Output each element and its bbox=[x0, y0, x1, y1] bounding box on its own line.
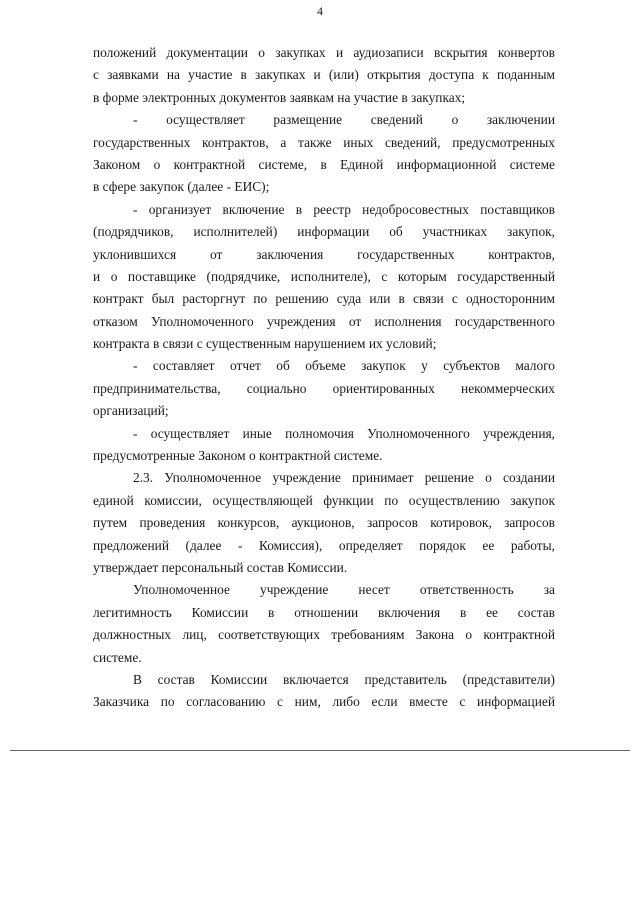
text-line: - организует включение в реестр недобросовестных поставщиков bbox=[133, 201, 555, 217]
document-body bbox=[93, 42, 555, 714]
text-line: 2.3. Уполномоченное учреждение принимает решение о создании bbox=[133, 470, 555, 486]
text-line: (подрядчиков, исполнителей) информации об участниках закупок, bbox=[93, 224, 555, 240]
text-line: предложений (далее - Комиссия), определяет порядок ее работы, bbox=[93, 537, 555, 553]
text-line: легитимность Комиссии в отношении включения в ее состав bbox=[93, 604, 555, 620]
text-line: отказом Уполномоченного учреждения от исполнения государственного bbox=[93, 313, 555, 329]
text-line: должностных лиц, соответствующих требованиям Закона о контрактной bbox=[93, 627, 555, 643]
text-line: уклонившихся от заключения государственных контрактов, bbox=[93, 246, 555, 262]
paragraph bbox=[93, 109, 555, 199]
text-line: утверждает персональный состав Комиссии. bbox=[93, 559, 348, 575]
text-line: в форме электронных документов заявкам на участие в закупках; bbox=[93, 89, 466, 105]
text-line: В состав Комиссии включается представитель (представители) bbox=[133, 671, 555, 687]
page-number: 4 bbox=[317, 4, 323, 18]
paragraph bbox=[93, 579, 555, 669]
page-divider bbox=[10, 750, 630, 751]
text-line: Заказчика по согласованию с ним, либо если вместе с информацией bbox=[93, 694, 555, 710]
text-line: - осуществляет размещение сведений о заключении bbox=[133, 112, 555, 128]
text-line: - составляет отчет об объеме закупок у субъектов малого bbox=[133, 358, 555, 374]
text-line: предпринимательства, социально ориентированных некоммерческих bbox=[93, 380, 555, 396]
paragraph bbox=[93, 467, 555, 579]
text-line: Законом о контрактной системе, в Единой информационной системе bbox=[93, 156, 555, 172]
text-line: системе. bbox=[93, 649, 142, 665]
text-line: с заявками на участие в закупках и (или) открытия доступа к поданным bbox=[93, 67, 555, 83]
text-line: и о поставщике (подрядчике, исполнителе), с которым государственный bbox=[93, 268, 555, 284]
paragraph bbox=[93, 669, 555, 714]
text-line: организаций; bbox=[93, 403, 169, 419]
text-line: единой комиссии, осуществляющей функции по осуществлению закупок bbox=[93, 492, 555, 508]
text-line: - осуществляет иные полномочия Уполномоченного учреждения, bbox=[133, 425, 555, 441]
paragraph bbox=[93, 199, 555, 356]
text-line: положений документации о закупках и аудиозаписи вскрытия конвертов bbox=[93, 45, 555, 60]
text-line: контракта в связи с существенным нарушением их условий; bbox=[93, 336, 437, 352]
paragraph bbox=[93, 42, 555, 109]
text-line: в сфере закупок (далее - ЕИС); bbox=[93, 179, 270, 195]
text-line: контракт был расторгнут по решению суда или в связи с односторонним bbox=[93, 291, 555, 307]
text-line: предусмотренные Законом о контрактной системе. bbox=[93, 448, 383, 464]
paragraph bbox=[93, 423, 555, 468]
paragraph bbox=[93, 355, 555, 422]
text-line: путем проведения конкурсов, аукционов, запросов котировок, запросов bbox=[93, 515, 555, 531]
text-line: государственных контрактов, а также иных сведений, предусмотренных bbox=[93, 134, 555, 150]
text-line: Уполномоченное учреждение несет ответственность за bbox=[133, 582, 555, 598]
